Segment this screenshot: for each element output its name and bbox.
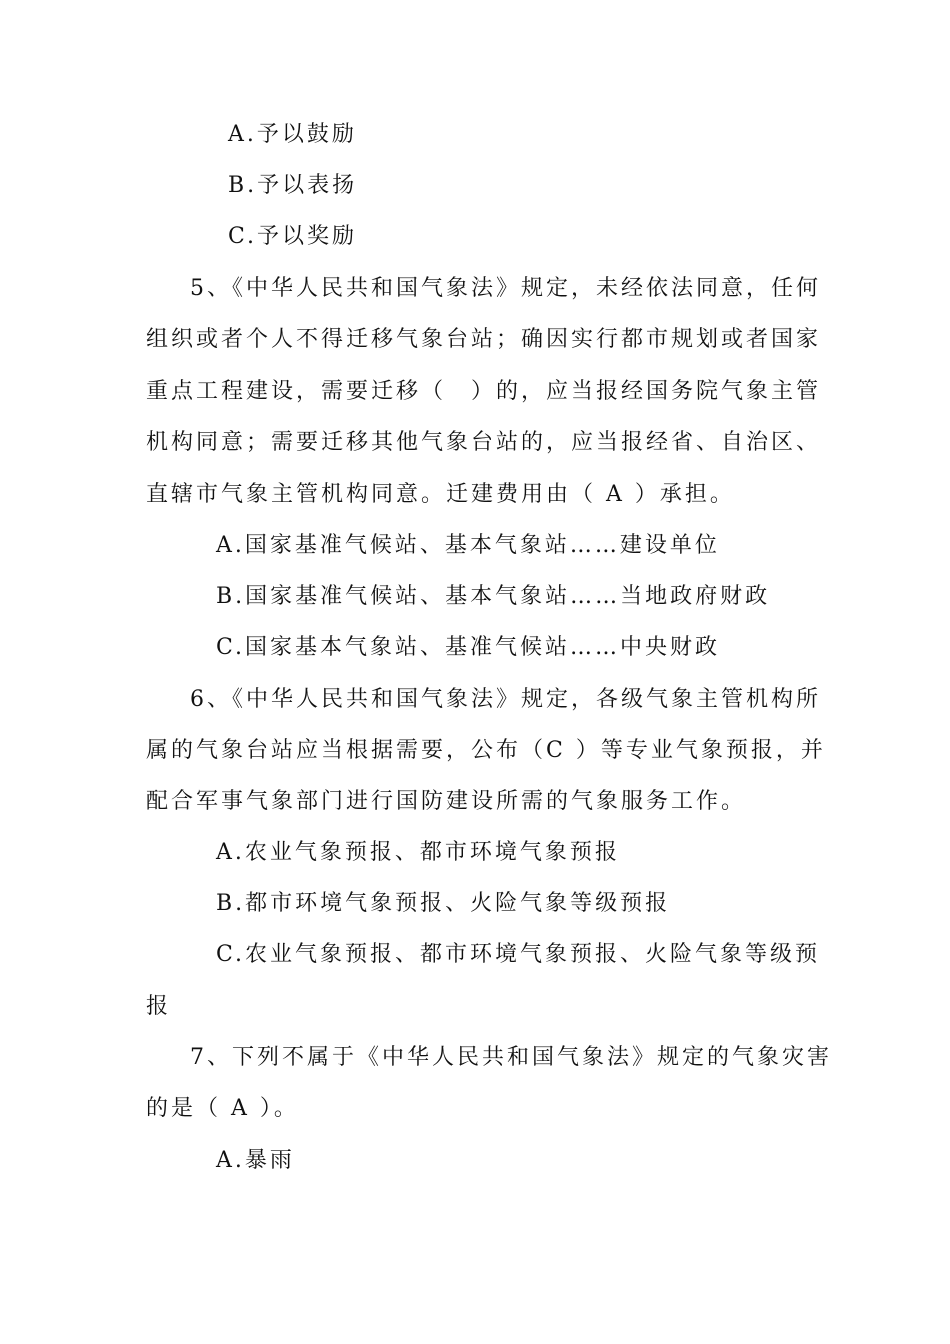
q5-option-b: B.国家基准气候站、基本气象站……当地政府财政	[216, 584, 771, 609]
q5-text-line-3: 重点工程建设，需要迁移（ ）的，应当报经国务院气象主管	[146, 379, 822, 404]
q5-text-line-1: 5、《中华人民共和国气象法》规定，未经依法同意，任何	[190, 276, 821, 301]
q6-text-line-3: 配合军事气象部门进行国防建设所需的气象服务工作。	[146, 789, 747, 814]
q7-text-line-1: 7、下列不属于《中华人民共和国气象法》规定的气象灾害	[190, 1045, 832, 1070]
q6-option-a: A.农业气象预报、都市环境气象预报	[216, 840, 620, 865]
q4-option-b: B.予以表扬	[228, 173, 358, 198]
q5-text-line-4: 机构同意；需要迁移其他气象台站的，应当报经省、自治区、	[146, 430, 822, 455]
q5-option-c: C.国家基本气象站、基准气候站……中央财政	[216, 635, 721, 660]
q7-option-a: A.暴雨	[216, 1148, 295, 1173]
q4-option-a: A.予以鼓励	[228, 122, 357, 147]
q4-option-c: C.予以奖励	[228, 224, 358, 249]
q7-text-line-2: 的是（ A ）。	[146, 1096, 299, 1121]
q6-option-c: C.农业气象预报、都市环境气象预报、火险气象等级预	[216, 942, 821, 967]
q5-text-line-2: 组织或者个人不得迁移气象台站；确因实行都市规划或者国家	[146, 327, 822, 352]
q5-text-line-5: 直辖市气象主管机构同意。迁建费用由（ A ）承担。	[146, 482, 735, 507]
q6-option-c-wrap: 报	[146, 994, 172, 1019]
q6-option-b: B.都市环境气象预报、火险气象等级预报	[216, 891, 671, 916]
q5-option-a: A.国家基准气候站、基本气象站……建设单位	[216, 533, 720, 558]
q6-text-line-1: 6、《中华人民共和国气象法》规定，各级气象主管机构所	[190, 687, 821, 712]
q6-text-line-2: 属的气象台站应当根据需要，公布（C ）等专业气象预报，并	[146, 738, 826, 763]
